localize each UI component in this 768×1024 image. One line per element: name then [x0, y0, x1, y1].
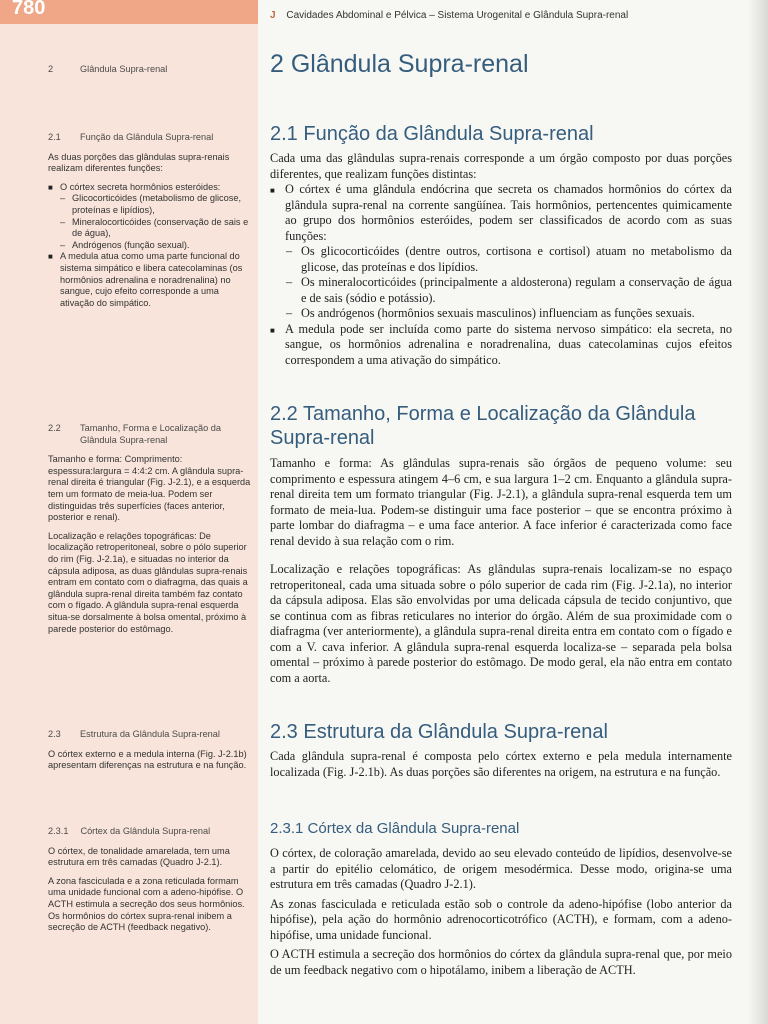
page-number-band [0, 0, 258, 24]
paragraph: O ACTH estimula a secreção dos hormônios do córtex da glândula supra-renal que, por meio de um feedback negativo com o hipotálamo, inibem a liberação de ACTH. [270, 947, 732, 977]
main-heading-2-3-1: 2.3.1 Córtex da Glândula Supra-renal [270, 820, 520, 837]
sidebar-paragraph: Tamanho e forma: Comprimento: espessura:largura = 4:4:2 cm. A glândula supra-renal direita é triangular (Fig. J-2.1), e a esquerda tem um formato de meia-lua. Podem ser distinguidas três superfícies (faces anterior, posterior e renal). [48, 454, 251, 523]
paragraph: Tamanho e forma: As glândulas supra-renais são órgãos de pequeno volume: seu comprimento e espessura atingem 4–6 cm, e sua largura 1–2 cm. Enquanto a glândula supra-renal direita tem um formato triangular (Fig. J-2.1), a glândula supra-renal esquerda tem um formato de meia-lua. Podem-se distinguir uma face posterior – que se encontra próximo à parte lombar do diafragma – e uma face anterior. A face inferior é caracterizada como face renal devido à sua relação com o rim. [270, 456, 732, 548]
sidebar-paragraph: O córtex externo e a medula interna (Fig. J-2.1b) apresentam diferenças na estrutura e na função. [48, 748, 247, 771]
chapter-letter: J [270, 10, 276, 21]
paragraph: Localização e relações topográficas: As glândulas supra-renais localizam-se no espaço retroperitoneal, cada uma situada sobre o pólo superior de cada rim (Fig. J-2.1a), no interior da cápsula adiposa. Elas são envolvidas por uma delicada cápsula de tecido conjuntivo, que se continua com as fibras reticulares no interior do órgão. Além de sua proximidade com o diafragma (ver anteriormente), a glândula supra-renal direita entra em contato com o fígado e com a V. cava inferior. A glândula supra-renal esquerda localiza-se – separada pela bolsa omental – próximo à parede posterior do estômago. De modo geral, ela não entra em contato com a aorta. [270, 562, 732, 685]
main-section-2-3 [270, 720, 732, 780]
sidebar-paragraph: A zona fasciculada e a zona reticulada formam uma unidade funcional com a adeno-hipófise. O ACTH estimula a secreção dos seus hormônios. Os hormônios do córtex supra-renal inibem a secreção de ACTH (feedback negativo). [48, 875, 245, 933]
main-section-2-1 [270, 122, 732, 368]
sidebar-section-2-1 [48, 132, 254, 309]
main-heading-2: 2 Glândula Supra-renal [270, 50, 529, 78]
sub-item: – Os mineralocorticóides (principalmente a aldosterona) regulam a conservação de água e de sais (sódio e potássio). [270, 275, 732, 306]
page-edge-shadow [748, 0, 768, 1024]
sidebar-paragraph: Localização e relações topográficas: De localização retroperitoneal, sobre o pólo superior do rim (Fig. J-2.1a), e situadas no interior da cápsula adiposa, as duas glândulas supra-renais entram em contato com o diafragma, das quais a glândula supra-renal direita também faz contato com o fígado. A glândula supra-renal esquerda situa-se dorsalmente à bolsa omental, próximo à parede posterior do estômago. [48, 530, 248, 634]
sidebar-section-2-3-1 [48, 826, 254, 941]
main-section-2 [270, 50, 732, 78]
section-number: 2.3.1 [48, 826, 69, 836]
section-title: Glândula Supra-renal [80, 64, 168, 74]
sidebar-section-2 [48, 64, 254, 84]
main-section-2-2 [270, 402, 732, 686]
main-section-2-3-1 [270, 820, 732, 978]
sub-item: – Os glicocorticóides (dentre outros, cortisona e cortisol) atuam no metabolismo da glicose, das proteínas e dos lipídios. [270, 244, 732, 275]
sidebar-bullet: ■ O córtex secreta hormônios esteróides: [48, 182, 254, 194]
bullet-item: ■ A medula pode ser incluída como parte do sistema nervoso simpático: ela secreta, no sangue, os hormônios adrenalina e noradrenalina, duas catecolaminas cujos efeitos correspondem a uma ativação do simpático. [270, 322, 732, 369]
main-heading-2-3: 2.3 Estrutura da Glândula Supra-renal [270, 721, 608, 743]
sidebar-paragraph: As duas porções das glândulas supra-renais realizam diferentes funções: [48, 151, 230, 174]
running-head-text: Cavidades Abdominal e Pélvica – Sistema Urogenital e Glândula Supra-renal [286, 10, 629, 21]
paragraph: Cada uma das glândulas supra-renais corresponde a um órgão composto por duas porções diferentes, que realizam funções distintas: [270, 151, 732, 181]
section-number: 2.2 [48, 423, 61, 433]
sidebar-paragraph: O córtex, de tonalidade amarelada, tem uma estrutura em três camadas (Quadro J-2.1). [48, 845, 230, 868]
section-number: 2.3 [48, 729, 61, 739]
sidebar-section-2-3 [48, 729, 254, 779]
main-heading-2-2: 2.2 Tamanho, Forma e Localização da Glândula Supra-renal [270, 403, 696, 449]
section-title: Função da Glândula Supra-renal [80, 132, 214, 142]
sidebar-subitem: – Glicocorticóides (metabolismo de glicose, proteínas e lipídios), [48, 193, 254, 216]
paragraph: O córtex, de coloração amarelada, devido ao seu elevado conteúdo de lipídios, desenvolve-se a partir do epitélio celomático, de origem mesodérmica. Desse modo, origina-se uma estrutura em três camadas (Quadro J-2.1). [270, 846, 732, 891]
main-heading-2-1: 2.1 Função da Glândula Supra-renal [270, 123, 594, 145]
running-head [270, 10, 628, 21]
section-number: 2.1 [48, 132, 61, 142]
bullet-item: ■ O córtex é uma glândula endócrina que secreta os chamados hormônios do córtex da glândula supra-renal na corrente sangüínea. Tais hormônios, pertencentes quimicamente ao grupo dos hormônios esteróides, podem ser classificados de acordo com as suas funções: [270, 182, 732, 244]
sidebar-bullet: ■ A medula atua como uma parte funcional do sistema simpático e libera catecolaminas (os hormônios adrenalina e noradrenalina) no sangue, cujo efeito corresponde a uma ativação do simpático. [48, 251, 254, 309]
sub-item: – Os andrógenos (hormônios sexuais masculinos) influenciam as funções sexuais. [270, 306, 732, 322]
sidebar-subitem: – Mineralocorticóides (conservação de sais e de água), [48, 217, 254, 240]
section-title: Córtex da Glândula Supra-renal [80, 826, 211, 836]
page-number: 780 [12, 0, 46, 19]
section-number: 2 [48, 64, 54, 74]
sidebar-subitem: – Andrógenos (função sexual). [48, 240, 254, 252]
section-title: Estrutura da Glândula Supra-renal [80, 729, 220, 739]
section-title: Tamanho, Forma e Localização da Glândula Supra-renal [80, 423, 221, 445]
sidebar-section-2-2 [48, 423, 254, 642]
paragraph: As zonas fasciculada e reticulada estão sob o controle da adeno-hipófise (lobo anterior da hipófise), pela ação do hormônio adrenocorticotrófico (ACTH), e formam, com a adeno-hipófise, uma unidade funcional. [270, 896, 732, 942]
paragraph: Cada glândula supra-renal é composta pelo córtex externo e pela medula internamente localizada (Fig. J-2.1b). As duas porções são diferentes na origem, na estrutura e na função. [270, 749, 732, 779]
